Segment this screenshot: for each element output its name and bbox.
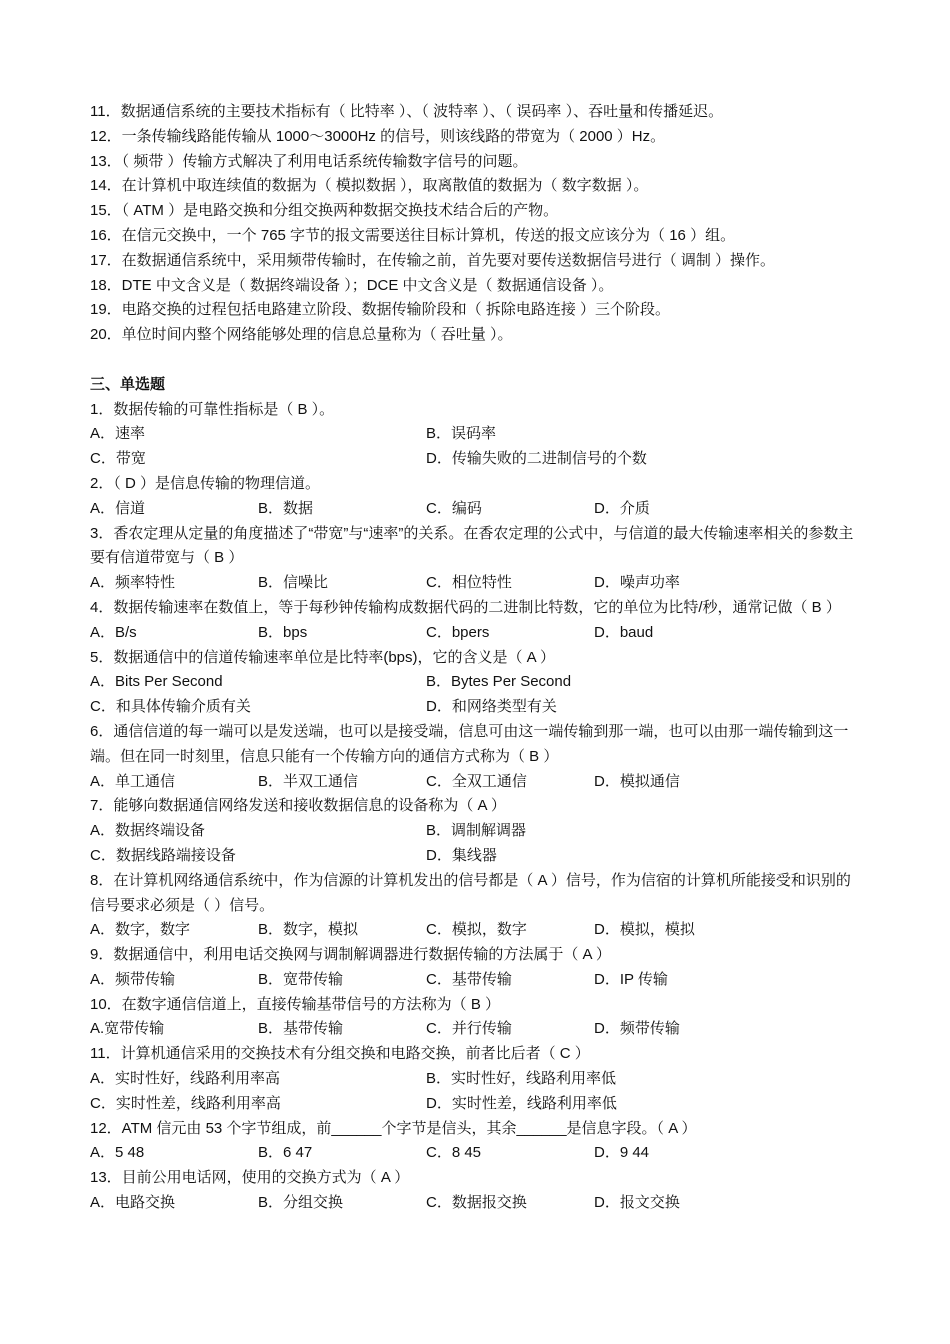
- option-row: [90, 447, 865, 472]
- section-heading: 三、单选题: [90, 375, 166, 393]
- document-page: [90, 100, 865, 1216]
- answer-option: D．和网络类型有关: [426, 698, 557, 716]
- question-stem: 1．数据传输的可靠性指标是（ B ）。: [90, 400, 335, 418]
- option-row: [90, 670, 865, 695]
- answer-option: D．介质: [594, 499, 650, 517]
- answer-option: D．9 44: [594, 1144, 650, 1162]
- question-stem: 6．通信信道的每一端可以是发送端，也可以是接受端，信息可由这一端传输到那一端，也可以由那一端传输到这一端。但在同一时刻里，信息只能有一个传输方向的通信方式称为（ B ）: [90, 722, 849, 765]
- fill-item: 15．（ ATM ）是电路交换和分组交换两种数据交换技术结合后的产物。: [90, 202, 559, 220]
- question-stem: 9．数据通信中，利用电话交换网与调制解调器进行数据传输的方法属于（ A ）: [90, 946, 611, 964]
- answer-option: B．分组交换: [258, 1194, 344, 1212]
- fill-item: 11．数据通信系统的主要技术指标有（ 比特率 ）、（ 波特率 ）、（ 误码率 ）、吞吐量和传播延迟。: [90, 103, 724, 120]
- question-block: [90, 869, 865, 943]
- answer-option: D．报文交换: [594, 1194, 680, 1212]
- answer-option: C．相位特性: [426, 574, 512, 592]
- answer-option: A．速率: [90, 425, 146, 443]
- answer-option: C．bpers: [426, 623, 490, 641]
- question-stem: 8．在计算机网络通信系统中，作为信源的计算机发出的信号都是（ A ）信号，作为信宿的计算机所能接受和识别的信号要求必须是（ ）信号。: [90, 871, 851, 914]
- option-row: [90, 770, 865, 795]
- answer-option: D．噪声功率: [594, 574, 680, 592]
- fill-item: 13．（ 频带 ）传输方式解决了利用电话系统传输数字信号的问题。: [90, 152, 528, 170]
- answer-option: B．信噪比: [258, 574, 329, 592]
- option-row: [90, 695, 865, 720]
- answer-option: C．数据报交换: [426, 1194, 527, 1212]
- answer-option: C．全双工通信: [426, 772, 527, 790]
- fill-in-list: [90, 100, 865, 348]
- answer-option: A．5 48: [90, 1144, 145, 1162]
- question-block: [90, 943, 865, 993]
- answer-option: C．带宽: [90, 450, 146, 468]
- answer-option: D．传输失败的二进制信号的个数: [426, 450, 647, 468]
- answer-option: D．baud: [594, 623, 654, 641]
- answer-option: B．数据: [258, 499, 314, 517]
- section-spacer: [90, 348, 865, 373]
- answer-option: B．半双工通信: [258, 772, 359, 790]
- option-row: [90, 571, 865, 596]
- option-row: [90, 1141, 865, 1166]
- answer-option: D．模拟，模拟: [594, 921, 695, 939]
- option-row: [90, 1067, 865, 1092]
- fill-item: 12．一条传输线路能传输从 1000～3000Hz 的信号，则该线路的带宽为（ 2000 ）Hz。: [90, 127, 666, 145]
- fill-item: 19．电路交换的过程包括电路建立阶段、数据传输阶段和（ 拆除电路连接 ）三个阶段。: [90, 301, 671, 319]
- answer-option: D．频带传输: [594, 1020, 680, 1038]
- answer-option: B．调制解调器: [426, 822, 527, 840]
- question-block: [90, 1117, 865, 1167]
- fill-item: 18．DTE 中文含义是（ 数据终端设备 ）；DCE 中文含义是（ 数据通信设备 ）。: [90, 276, 614, 294]
- answer-option: C．编码: [426, 499, 482, 517]
- question-stem: 4．数据传输速率在数值上，等于每秒钟传输构成数据代码的二进制比特数，它的单位为比特/秒，通常记做（ B ）: [90, 598, 841, 616]
- answer-option: A.宽带传输: [90, 1020, 165, 1038]
- question-block: [90, 398, 865, 472]
- answer-option: B．数字，模拟: [258, 921, 359, 939]
- answer-option: C．并行传输: [426, 1020, 512, 1038]
- question-list: [90, 398, 865, 1216]
- question-block: [90, 1042, 865, 1116]
- question-stem: 13．目前公用电话网，使用的交换方式为（ A ）: [90, 1169, 410, 1187]
- answer-option: C．模拟，数字: [426, 921, 527, 939]
- answer-option: C．8 45: [426, 1144, 482, 1162]
- fill-item: 20．单位时间内整个网络能够处理的信息总量称为（ 吞吐量 ）。: [90, 326, 513, 344]
- question-block: [90, 1166, 865, 1216]
- answer-option: A．电路交换: [90, 1194, 176, 1212]
- option-row: [90, 422, 865, 447]
- answer-option: A．Bits Per Second: [90, 673, 223, 691]
- answer-option: A．B/s: [90, 623, 137, 641]
- fill-item: 17．在数据通信系统中，采用频带传输时，在传输之前，首先要对要传送数据信号进行（ 调制 ）操作。: [90, 251, 776, 269]
- answer-option: B．误码率: [426, 425, 497, 443]
- option-row: [90, 1017, 865, 1042]
- fill-item: 16．在信元交换中，一个 765 字节的报文需要送往目标计算机，传送的报文应该分为（ 16 ）组。: [90, 226, 736, 244]
- answer-option: D．实时性差，线路利用率低: [426, 1094, 617, 1112]
- answer-option: A．信道: [90, 499, 146, 517]
- answer-option: D．集线器: [426, 846, 497, 864]
- question-stem: 11．计算机通信采用的交换技术有分组交换和电路交换，前者比后者（ C ）: [90, 1045, 590, 1063]
- question-block: [90, 522, 865, 596]
- option-row: [90, 819, 865, 844]
- option-row: [90, 968, 865, 993]
- answer-option: C．数据线路端接设备: [90, 846, 236, 864]
- answer-option: B．实时性好，线路利用率低: [426, 1070, 617, 1088]
- question-block: [90, 720, 865, 794]
- question-block: [90, 472, 865, 522]
- answer-option: B．bps: [258, 623, 308, 641]
- answer-option: A．单工通信: [90, 772, 176, 790]
- option-row: [90, 918, 865, 943]
- answer-option: B．宽带传输: [258, 970, 344, 988]
- answer-option: C．基带传输: [426, 970, 512, 988]
- question-stem: 7．能够向数据通信网络发送和接收数据信息的设备称为（ A ）: [90, 797, 506, 815]
- answer-option: A．数字，数字: [90, 921, 191, 939]
- option-row: [90, 1092, 865, 1117]
- answer-option: A．数据终端设备: [90, 822, 206, 840]
- answer-option: D．IP 传输: [594, 970, 668, 988]
- option-row: [90, 497, 865, 522]
- question-stem: 12．ATM 信元由 53 个字节组成，前______个字节是信头，其余______是信息字段。（ A ）: [90, 1119, 697, 1137]
- answer-option: A．频带传输: [90, 970, 176, 988]
- answer-option: C．实时性差，线路利用率高: [90, 1094, 281, 1112]
- option-row: [90, 844, 865, 869]
- question-block: [90, 993, 865, 1043]
- option-row: [90, 621, 865, 646]
- question-stem: 3．香农定理从定量的角度描述了“带宽”与“速率”的关系。在香农定理的公式中，与信道的最大传输速率相关的参数主要有信道带宽与（ B ）: [90, 524, 854, 567]
- question-block: [90, 794, 865, 868]
- question-stem: 2．（ D ）是信息传输的物理信道。: [90, 474, 321, 492]
- question-block: [90, 596, 865, 646]
- answer-option: B．Bytes Per Second: [426, 673, 572, 691]
- answer-option: A．频率特性: [90, 574, 176, 592]
- option-row: [90, 1191, 865, 1216]
- question-stem: 5．数据通信中的信道传输速率单位是比特率(bps)，它的含义是（ A ）: [90, 648, 556, 666]
- question-stem: 10．在数字通信信道上，直接传输基带信号的方法称为（ B ）: [90, 995, 501, 1013]
- answer-option: D．模拟通信: [594, 772, 680, 790]
- answer-option: C．和具体传输介质有关: [90, 698, 251, 716]
- answer-option: A．实时性好，线路利用率高: [90, 1070, 281, 1088]
- question-block: [90, 646, 865, 720]
- answer-option: B．基带传输: [258, 1020, 344, 1038]
- answer-option: B．6 47: [258, 1144, 313, 1162]
- fill-item: 14．在计算机中取连续值的数据为（ 模拟数据 ），取离散值的数据为（ 数字数据 ）。: [90, 177, 649, 195]
